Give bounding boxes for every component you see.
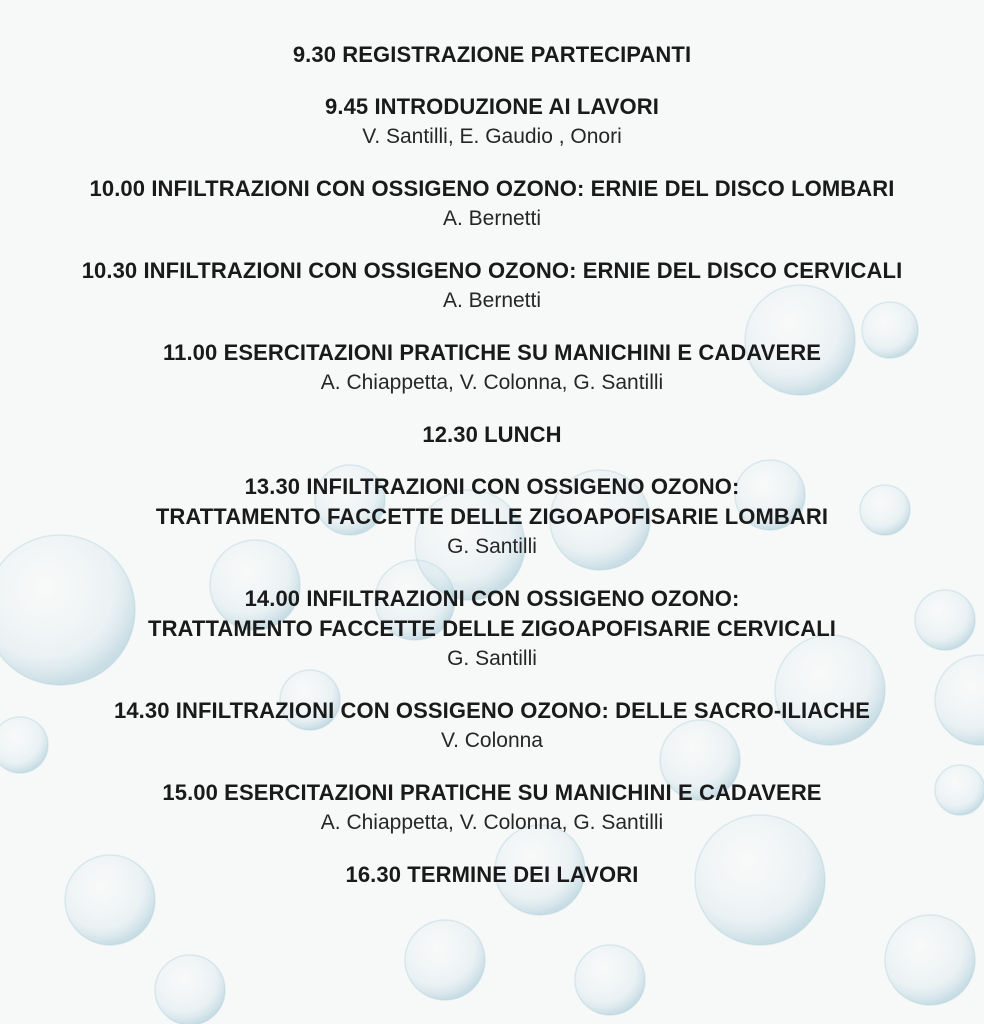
session-title: 10.00 INFILTRAZIONI CON OSSIGENO OZONO: ERNIE DEL DISCO LOMBARI — [89, 176, 895, 201]
session-speakers: G. Santilli — [447, 647, 537, 670]
bubble-decoration — [885, 915, 975, 1005]
program-item — [0, 584, 984, 674]
bubble-decoration — [155, 955, 225, 1024]
program-item — [0, 92, 984, 152]
program-item — [0, 472, 984, 562]
session-title: TRATTAMENTO FACCETTE DELLE ZIGOAPOFISARIE LOMBARI — [155, 504, 829, 529]
session-title: 11.00 ESERCITAZIONI PRATICHE SU MANICHINI E CADAVERE — [163, 340, 821, 365]
session-speakers: A. Bernetti — [442, 207, 542, 230]
session-speakers: V. Colonna — [441, 729, 543, 752]
session-title: 9.30 REGISTRAZIONE PARTECIPANTI — [292, 42, 692, 67]
bubble-decoration — [575, 945, 645, 1015]
session-speakers: A. Chiappetta, V. Colonna, G. Santilli — [320, 811, 664, 834]
session-speakers: V. Santilli, E. Gaudio , Onori — [362, 125, 622, 148]
session-title: 10.30 INFILTRAZIONI CON OSSIGENO OZONO: ERNIE DEL DISCO CERVICALI — [81, 258, 903, 283]
program-item — [0, 256, 984, 316]
session-speakers: G. Santilli — [447, 535, 537, 558]
session-title: 14.00 INFILTRAZIONI CON OSSIGENO OZONO: — [244, 586, 740, 611]
session-title: TRATTAMENTO FACCETTE DELLE ZIGOAPOFISARIE CERVICALI — [148, 616, 836, 641]
session-speakers: A. Chiappetta, V. Colonna, G. Santilli — [320, 371, 664, 394]
program-item — [0, 778, 984, 838]
session-speakers: A. Bernetti — [442, 289, 542, 312]
session-title: 16.30 TERMINE DEI LAVORI — [345, 862, 639, 887]
program-item — [0, 338, 984, 398]
session-title: 14.30 INFILTRAZIONI CON OSSIGENO OZONO: DELLE SACRO-ILIACHE — [114, 698, 870, 723]
session-title: 9.45 INTRODUZIONE AI LAVORI — [325, 94, 659, 119]
program-item — [0, 40, 984, 70]
bubble-decoration — [405, 920, 485, 1000]
program-item — [0, 420, 984, 450]
program-item — [0, 174, 984, 234]
event-program — [0, 40, 984, 912]
session-title: 13.30 INFILTRAZIONI CON OSSIGENO OZONO: — [244, 474, 740, 499]
program-item — [0, 860, 984, 890]
session-title: 12.30 LUNCH — [422, 422, 562, 447]
session-title: 15.00 ESERCITAZIONI PRATICHE SU MANICHINI E CADAVERE — [162, 780, 822, 805]
program-item — [0, 696, 984, 756]
